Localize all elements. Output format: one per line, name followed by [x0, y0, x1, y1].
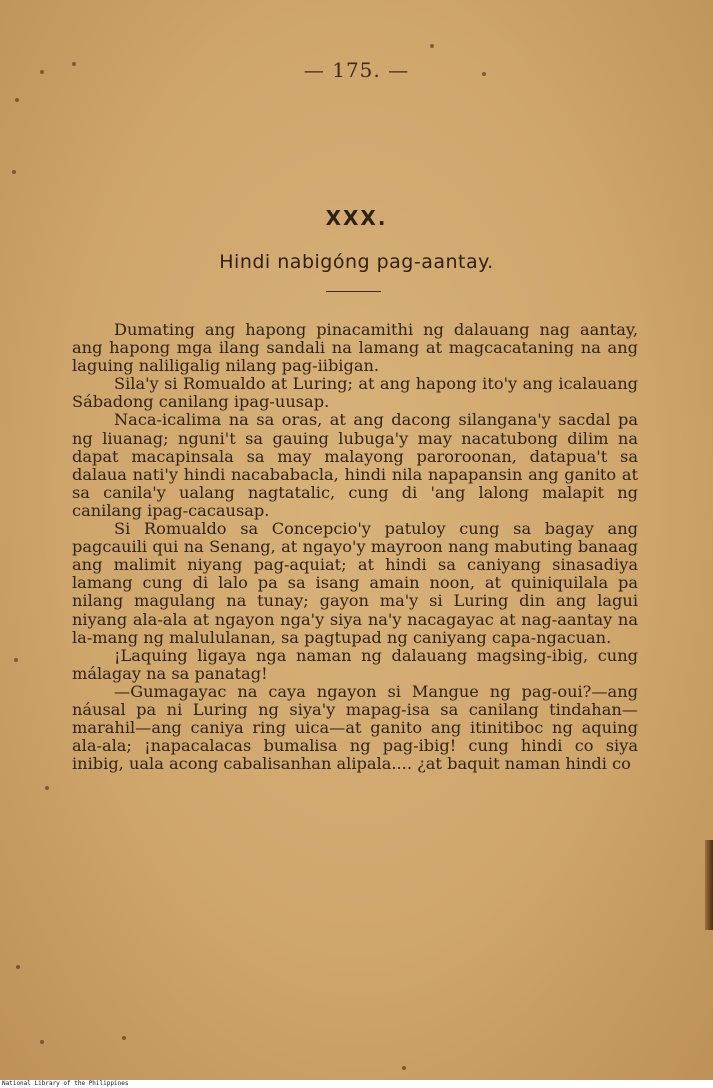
footer-credit: National Library of the Philippines: [2, 1080, 129, 1087]
paragraph: Si Romualdo sa Concepcio'y patuloy cung sa bagay ang pagcauili qui na Senang, at ngayo'y mayroon nang mabuting banaag ang malimit niyang pag-aquiat; at hindi sa caniyang sinasadiya lamang cung di lalo pa sa isang amain noon, at quiniquilala pa nilang magulang na tunay; gayon ma'y si Luring din ang lagui niyang ala-ala at ngayon nga'y siya na'y nacagayac at nag-aantay na la-mang ng malululanan, sa pagtupad ng caniyang capa-ngacuan.: [72, 519, 638, 647]
foxing-spot: [14, 658, 18, 662]
paragraph: Sila'y si Romualdo at Luring; at ang hapong ito'y ang icalauang Sábadong canilang ipag-uusap.: [72, 374, 638, 412]
paragraph: ¡Laquing ligaya nga naman ng dalauang magsing-ibig, cung málagay na sa panatag!: [72, 645, 638, 683]
paragraph: Dumating ang hapong pinacamithi ng dalauang nag aantay, ang hapong mga ilang sandali na lamang at magcacataning na ang laguing naliligalig nilang pag-iibigan.: [72, 320, 638, 376]
paragraph: Naca-icalima na sa oras, at ang dacong silangana'y sacdal pa ng liuanag; nguni't sa gauing lubuga'y may nacatubong dilim na dapat macapinsala sa may malayong paroroonan, datapua't sa dalaua nati'y hindi nacababacla, hindi nila napapansin ang ganito at sa canila'y ualang nagtatalic, cung di 'ang lalong malapit ng canilang ipag-cacausap.: [72, 410, 638, 520]
foxing-spot: [430, 44, 434, 48]
scan-footer: [0, 1080, 713, 1088]
chapter-title: Hindi nabigóng pag-aantay.: [219, 251, 494, 273]
foxing-spot: [402, 1066, 406, 1070]
foxing-spot: [45, 786, 49, 790]
foxing-spot: [16, 965, 20, 969]
title-divider: [326, 291, 381, 292]
paragraph: —Gumagayac na caya ngayon si Mangue ng pag-oui?—ang náusal pa ni Luring ng siya'y mapag-isa sa canilang tindahan—marahil—ang caniya ring uica—at ganito ang itinitiboc ng aquing ala-ala; ¡napacalacas bumalisa ng pag-ibig! cung hindi co siya inibig, uala acong cabalisanhan alipala.... ¿at baquit naman hindi co: [72, 681, 638, 774]
foxing-spot: [122, 1036, 126, 1040]
foxing-spot: [12, 170, 16, 174]
chapter-body: [72, 321, 638, 773]
foxing-spot: [40, 1040, 44, 1044]
chapter-number: XXX.: [325, 206, 388, 230]
page-edge-damage: [705, 840, 713, 930]
page-number: — 175. —: [303, 58, 410, 82]
foxing-spot: [15, 98, 19, 102]
